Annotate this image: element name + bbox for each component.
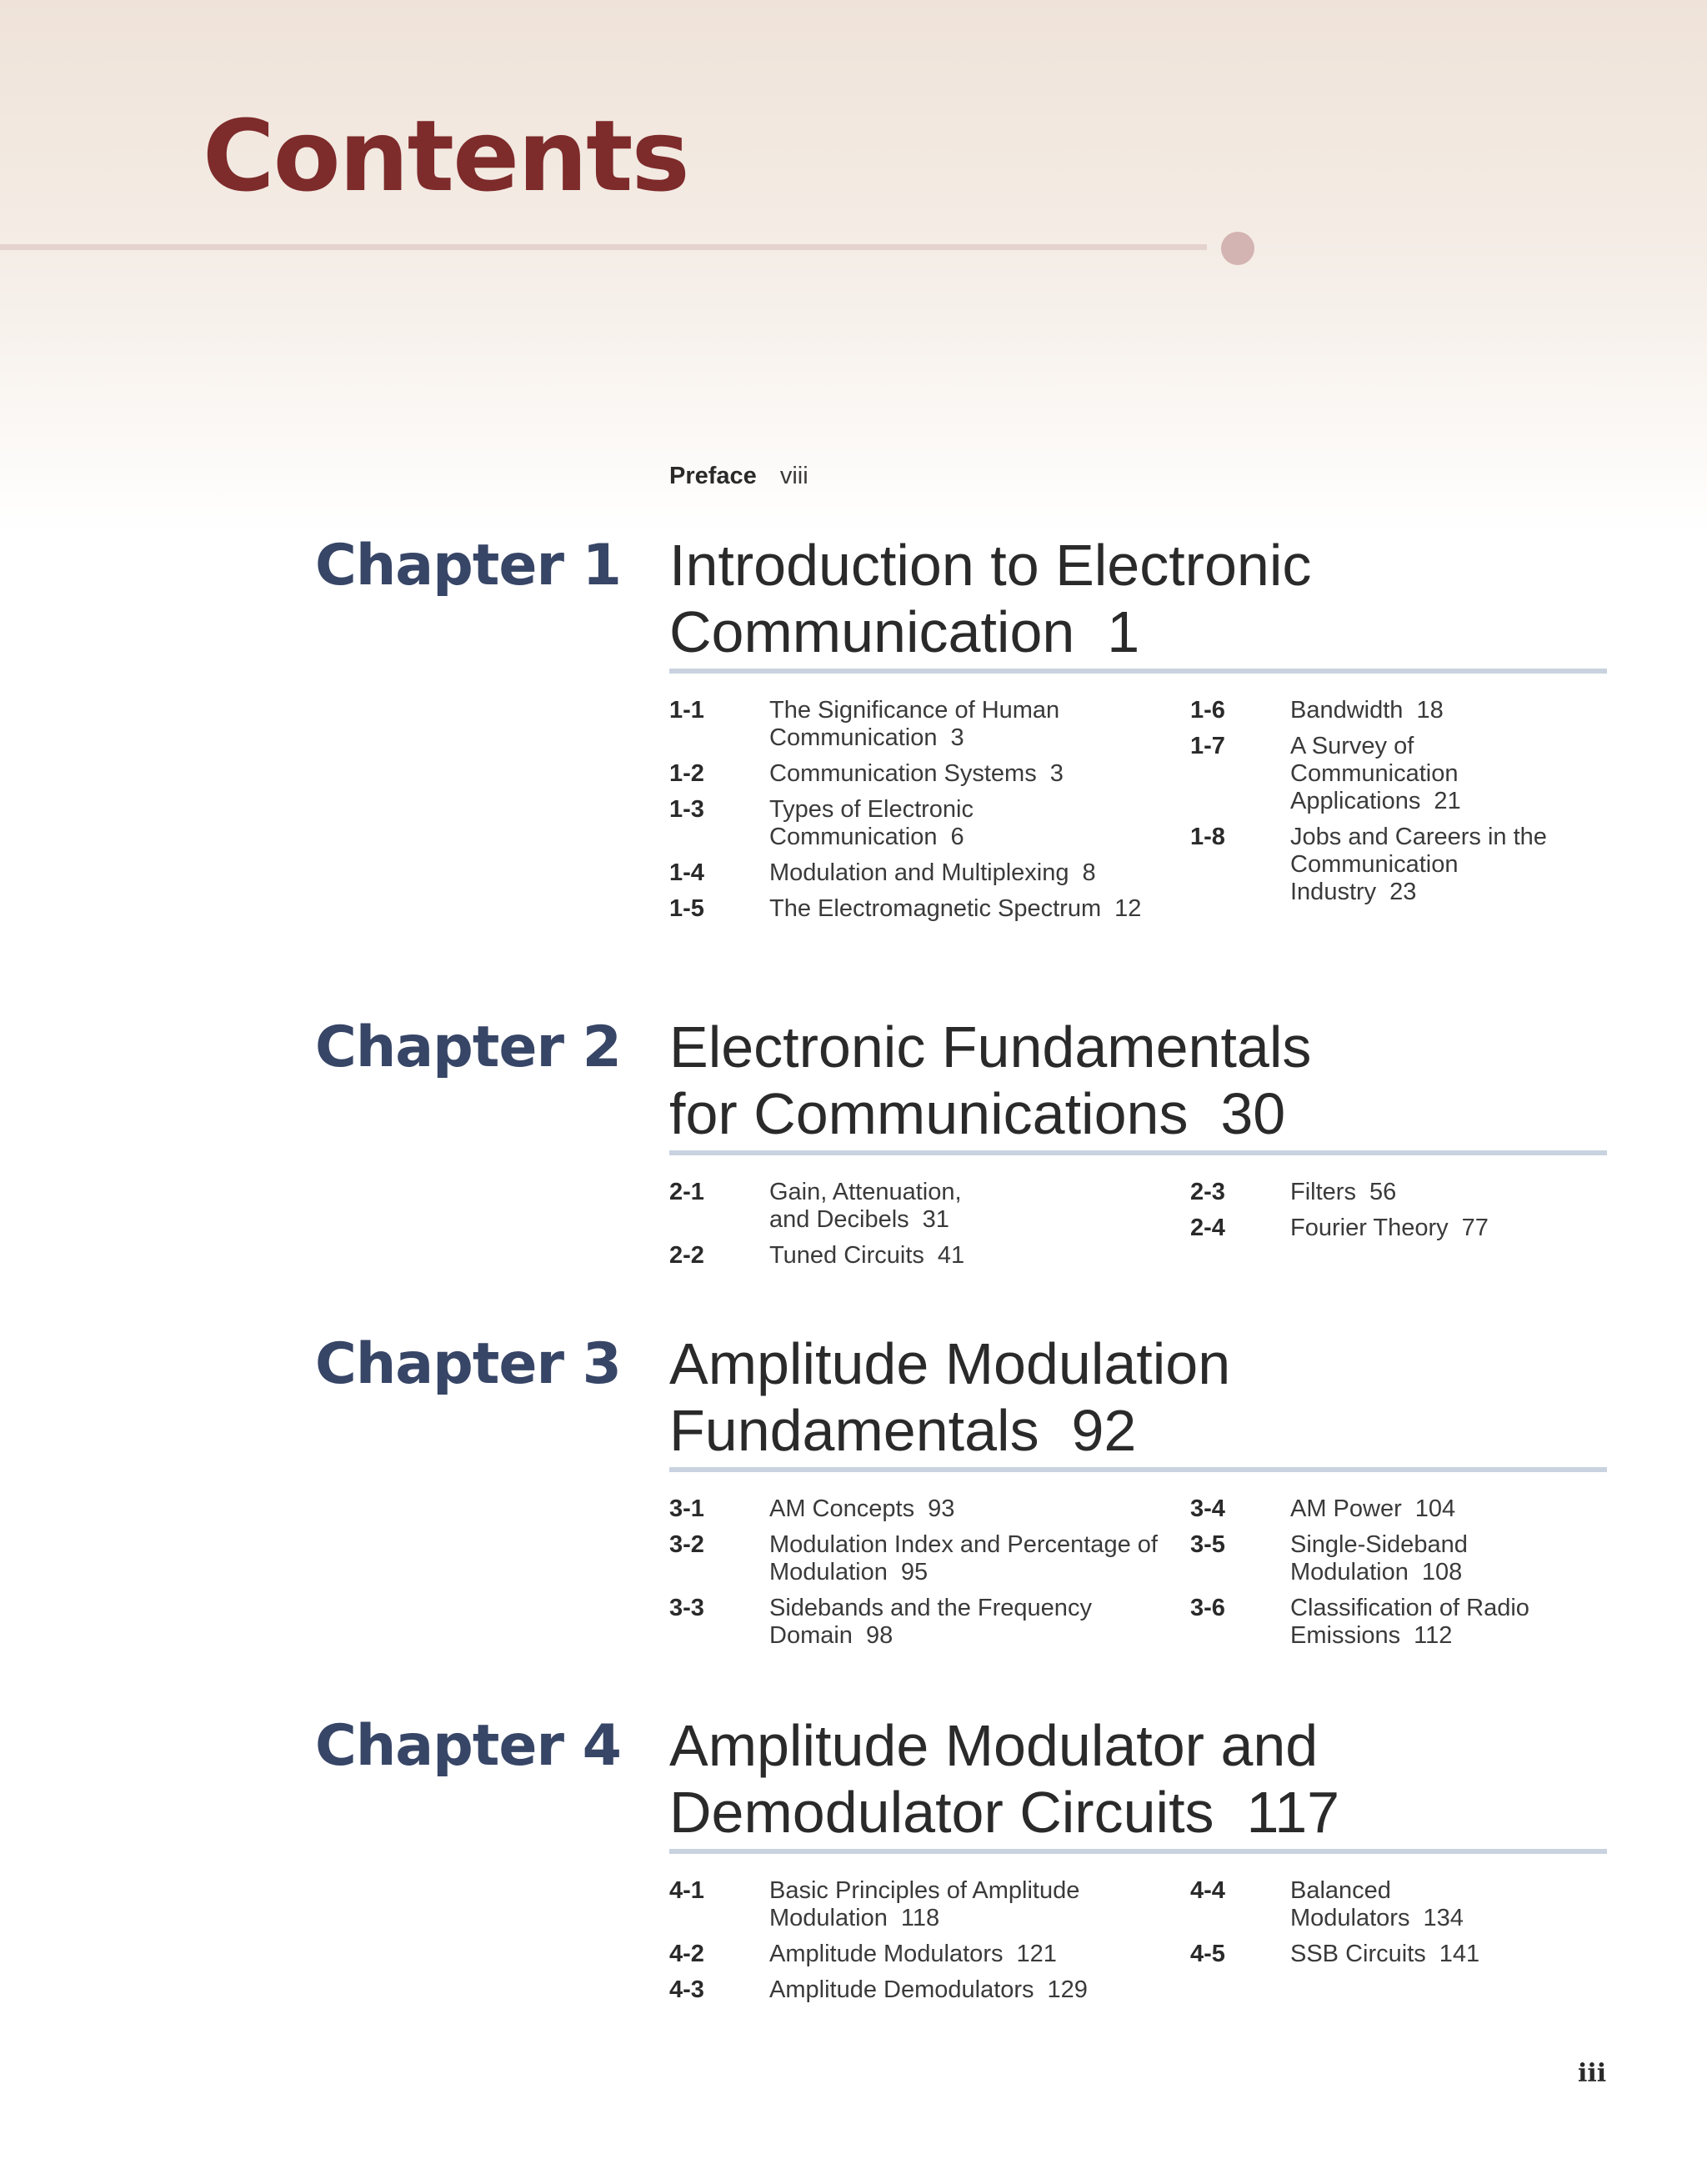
section-title: The Electromagnetic Spectrum — [769, 895, 1102, 922]
section-entry[interactable] — [1190, 1531, 1607, 1586]
section-page: 104 — [1414, 1495, 1456, 1522]
section-title: Communication Systems — [769, 760, 1037, 787]
section-number: 2-1 — [669, 1179, 704, 1205]
header-background — [0, 0, 1707, 533]
section-entry[interactable] — [669, 1595, 1169, 1650]
section-title: Sidebands and the Frequency Domain — [769, 1595, 1092, 1649]
chapter-title-line2: for Communications — [669, 1081, 1189, 1146]
chapter-label: Chapter 2 — [314, 1014, 621, 1080]
chapter-rule — [669, 1849, 1607, 1854]
section-number: 2-2 — [669, 1242, 704, 1269]
section-number: 4-2 — [669, 1941, 704, 1967]
preface-page: viii — [779, 463, 808, 489]
chapter-title-line1: Amplitude Modulation — [669, 1331, 1231, 1396]
section-title: Classification of Radio Emissions — [1290, 1595, 1529, 1649]
section-entry[interactable] — [1190, 824, 1607, 906]
title-rule — [0, 244, 1207, 250]
section-number: 3-5 — [1190, 1531, 1225, 1558]
preface-entry[interactable] — [669, 464, 808, 488]
section-page: 6 — [950, 824, 964, 850]
section-page: 18 — [1416, 697, 1444, 724]
section-title: Bandwidth — [1290, 697, 1404, 724]
chapter-title-line2: Communication — [669, 599, 1075, 664]
section-entry[interactable] — [669, 1877, 1169, 1932]
section-page: 134 — [1423, 1905, 1464, 1931]
section-entry[interactable] — [669, 859, 1169, 887]
section-number: 4-1 — [669, 1877, 704, 1904]
section-page: 21 — [1434, 788, 1461, 814]
section-number: 4-4 — [1190, 1877, 1225, 1904]
chapter-title-line1: Electronic Fundamentals — [669, 1014, 1312, 1079]
section-title: Filters — [1290, 1179, 1356, 1205]
chapter-title[interactable] — [669, 532, 1607, 665]
section-title: Types of Electronic Communication — [769, 796, 974, 850]
section-number: 3-1 — [669, 1495, 704, 1522]
chapter-rule — [669, 1150, 1607, 1155]
chapter-page: 117 — [1246, 1780, 1340, 1845]
section-entry[interactable] — [669, 1179, 1169, 1234]
section-page: 141 — [1439, 1941, 1480, 1967]
section-entry[interactable] — [669, 760, 1169, 788]
section-entry[interactable] — [1190, 1941, 1607, 1968]
chapter-page: 1 — [1107, 599, 1140, 664]
section-number: 1-7 — [1190, 733, 1225, 759]
section-entry[interactable] — [1190, 733, 1607, 815]
chapter-title[interactable] — [669, 1712, 1607, 1846]
page-title: Contents — [203, 98, 688, 213]
section-page: 3 — [1049, 760, 1064, 787]
section-entry[interactable] — [1190, 697, 1607, 724]
section-title: Single-Sideband Modulation — [1290, 1531, 1468, 1585]
section-entry[interactable] — [669, 895, 1169, 923]
section-entry[interactable] — [1190, 1595, 1607, 1650]
section-page: 12 — [1114, 895, 1142, 922]
section-title: Fourier Theory — [1290, 1215, 1449, 1241]
chapter-rule — [669, 1467, 1607, 1472]
section-column-left — [669, 1495, 1169, 1658]
section-page: 121 — [1016, 1941, 1057, 1967]
chapter-label: Chapter 4 — [314, 1713, 621, 1779]
section-entry[interactable] — [669, 1531, 1169, 1586]
section-page: 31 — [922, 1206, 949, 1233]
section-page: 8 — [1082, 859, 1096, 886]
section-number: 3-2 — [669, 1531, 704, 1558]
section-column-right — [1190, 1877, 1607, 1976]
section-title: Balanced Modulators — [1290, 1877, 1410, 1931]
section-page: 112 — [1414, 1622, 1453, 1649]
section-title: Modulation and Multiplexing — [769, 859, 1069, 886]
section-entry[interactable] — [669, 796, 1169, 851]
section-number: 3-4 — [1190, 1495, 1225, 1522]
section-page: 108 — [1421, 1559, 1463, 1585]
section-title: AM Power — [1290, 1495, 1402, 1522]
section-title: Jobs and Careers in the Communication Industry — [1290, 824, 1547, 905]
chapter-label: Chapter 1 — [314, 533, 621, 599]
section-column-left — [669, 1877, 1169, 2012]
title-rule-dot — [1221, 232, 1254, 265]
section-column-left — [669, 1179, 1169, 1278]
section-column-right — [1190, 697, 1607, 914]
chapter-title[interactable] — [669, 1014, 1607, 1147]
section-page: 41 — [937, 1242, 965, 1269]
section-number: 1-6 — [1190, 697, 1225, 724]
chapter-title-line1: Amplitude Modulator and — [669, 1713, 1319, 1778]
section-page: 23 — [1389, 879, 1417, 905]
chapter-page: 92 — [1071, 1398, 1137, 1463]
section-number: 1-2 — [669, 760, 704, 787]
section-number: 4-3 — [669, 1976, 704, 2003]
section-entry[interactable] — [1190, 1215, 1607, 1242]
chapter-rule — [669, 669, 1607, 674]
chapter-title-line2: Fundamentals — [669, 1398, 1039, 1463]
section-number: 1-5 — [669, 895, 704, 922]
section-number: 1-8 — [1190, 824, 1225, 850]
section-number: 3-6 — [1190, 1595, 1225, 1621]
chapter-page: 30 — [1220, 1081, 1286, 1146]
section-title: The Significance of Human Communication — [769, 697, 1060, 751]
section-page: 129 — [1047, 1976, 1088, 2003]
section-entry[interactable] — [669, 1976, 1169, 2004]
section-page: 98 — [865, 1622, 894, 1649]
section-page: 77 — [1461, 1215, 1489, 1241]
section-page: 118 — [900, 1905, 940, 1931]
section-number: 2-4 — [1190, 1215, 1225, 1241]
section-title: Modulation Index and Percentage of Modulation — [769, 1531, 1158, 1585]
section-entry[interactable] — [1190, 1179, 1607, 1206]
section-title: Amplitude Demodulators — [769, 1976, 1034, 2003]
section-title: Tuned Circuits — [769, 1242, 924, 1269]
section-entry[interactable] — [669, 1941, 1169, 1968]
section-title: Basic Principles of Amplitude Modulation — [769, 1877, 1080, 1931]
preface-label: Preface — [669, 463, 757, 489]
section-title: SSB Circuits — [1290, 1941, 1426, 1967]
section-number: 1-3 — [669, 796, 704, 823]
section-page: 56 — [1369, 1179, 1397, 1205]
section-page: 95 — [900, 1559, 929, 1585]
section-entry[interactable] — [669, 1242, 1169, 1270]
chapter-title-line2: Demodulator Circuits — [669, 1780, 1214, 1845]
page-number: iii — [1578, 2059, 1607, 2088]
section-title: Gain, Attenuation, and Decibels — [769, 1179, 962, 1233]
section-number: 2-3 — [1190, 1179, 1225, 1205]
section-title: AM Concepts — [769, 1495, 915, 1522]
section-column-right — [1190, 1179, 1607, 1250]
section-page: 3 — [950, 724, 964, 751]
section-number: 1-1 — [669, 697, 704, 724]
section-entry[interactable] — [1190, 1495, 1607, 1523]
section-title: Amplitude Modulators — [769, 1941, 1004, 1967]
chapter-label: Chapter 3 — [314, 1331, 621, 1397]
chapter-title[interactable] — [669, 1330, 1607, 1464]
section-number: 3-3 — [669, 1595, 704, 1621]
section-entry[interactable] — [1190, 1877, 1607, 1932]
section-title: A Survey of Communication Applications — [1290, 733, 1459, 814]
section-column-left — [669, 697, 1169, 931]
section-number: 1-4 — [669, 859, 704, 886]
section-column-right — [1190, 1495, 1607, 1658]
section-entry[interactable] — [669, 1495, 1169, 1523]
section-page: 93 — [928, 1495, 955, 1522]
chapter-title-line1: Introduction to Electronic — [669, 533, 1312, 598]
section-number: 4-5 — [1190, 1941, 1225, 1967]
section-entry[interactable] — [669, 697, 1169, 752]
